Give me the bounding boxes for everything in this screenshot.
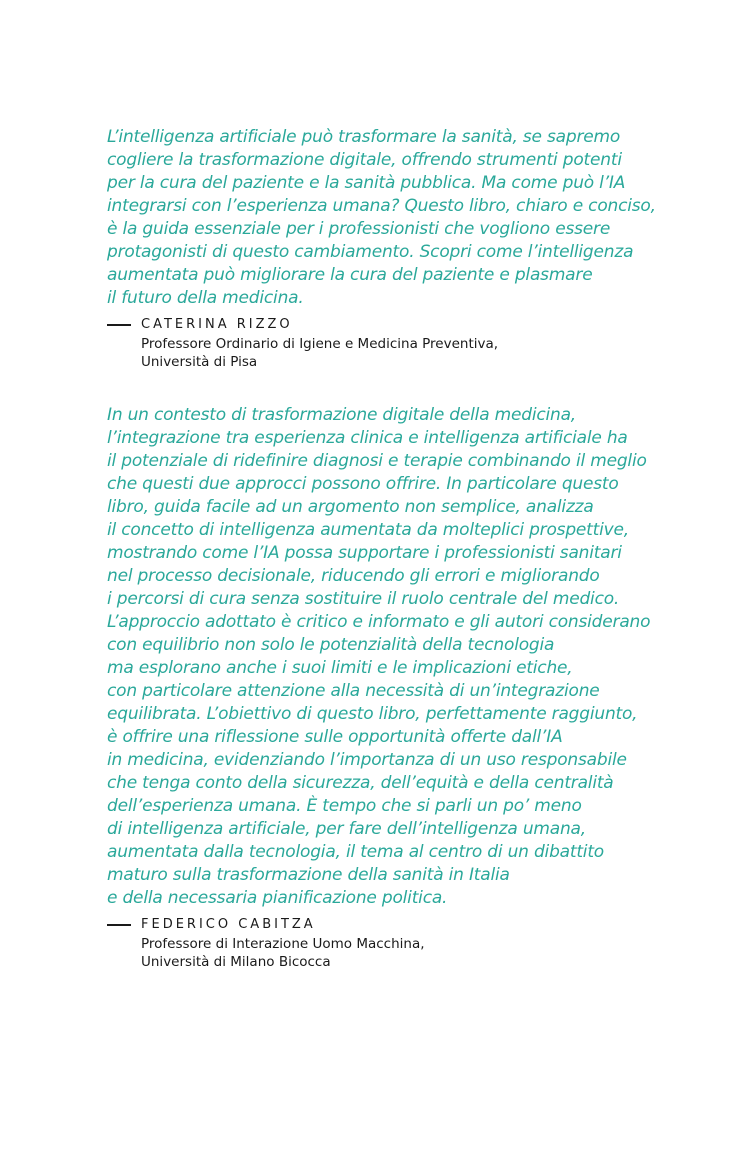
testimonial-attribution bbox=[107, 915, 667, 971]
quote-line: maturo sulla trasformazione della sanità in Italia bbox=[107, 865, 510, 885]
testimonial-rizzo bbox=[107, 126, 667, 371]
quote-line: con particolare attenzione alla necessità di un’integrazione bbox=[107, 681, 600, 701]
quote-line: il concetto di intelligenza aumentata da molteplici prospettive, bbox=[107, 520, 629, 540]
affiliation-line: Università di Pisa bbox=[141, 354, 258, 370]
quote-line: per la cura del paziente e la sanità pubblica. Ma come può l’IA bbox=[107, 173, 626, 193]
quote-line: aumentata può migliorare la cura del paziente e plasmare bbox=[107, 265, 593, 285]
testimonial-attribution bbox=[107, 315, 667, 371]
quote-line: è la guida essenziale per i professionisti che vogliono essere bbox=[107, 219, 611, 239]
quote-line: equilibrata. L’obiettivo di questo libro, perfettamente raggiunto, bbox=[107, 704, 638, 724]
author-affiliation bbox=[141, 935, 667, 971]
quote-line: nel processo decisionale, riducendo gli errori e migliorando bbox=[107, 566, 600, 586]
quote-line: L’intelligenza artificiale può trasformare la sanità, se sapremo bbox=[107, 127, 621, 147]
quote-line: i percorsi di cura senza sostituire il ruolo centrale del medico. bbox=[107, 589, 620, 609]
quote-line: con equilibrio non solo le potenzialità della tecnologia bbox=[107, 635, 555, 655]
quote-line: In un contesto di trasformazione digitale della medicina, bbox=[107, 405, 577, 425]
quote-line: aumentata dalla tecnologia, il tema al centro di un dibattito bbox=[107, 842, 604, 862]
quote-line: cogliere la trasformazione digitale, offrendo strumenti potenti bbox=[107, 150, 622, 170]
author-name: FEDERICO CABITZA bbox=[141, 917, 316, 932]
attribution-dash bbox=[107, 324, 131, 326]
quote-line: integrarsi con l’esperienza umana? Questo libro, chiaro e conciso, bbox=[107, 196, 656, 216]
testimonials-page bbox=[107, 126, 667, 971]
author-name: CATERINA RIZZO bbox=[141, 317, 293, 332]
quote-line: il futuro della medicina. bbox=[107, 288, 304, 308]
affiliation-line: Università di Milano Bicocca bbox=[141, 954, 331, 970]
quote-line: protagonisti di questo cambiamento. Scopri come l’intelligenza bbox=[107, 242, 634, 262]
quote-line: di intelligenza artificiale, per fare dell’intelligenza umana, bbox=[107, 819, 586, 839]
quote-line: è offrire una riflessione sulle opportunità offerte dall’IA bbox=[107, 727, 563, 747]
quote-line: dell’esperienza umana. È tempo che si parli un po’ meno bbox=[107, 796, 582, 816]
quote-line: l’integrazione tra esperienza clinica e intelligenza artificiale ha bbox=[107, 428, 628, 448]
affiliation-line: Professore di Interazione Uomo Macchina, bbox=[141, 936, 425, 952]
testimonial-cabitza bbox=[107, 404, 667, 971]
affiliation-line: Professore Ordinario di Igiene e Medicina Preventiva, bbox=[141, 336, 499, 352]
quote-line: in medicina, evidenziando l’importanza di un uso responsabile bbox=[107, 750, 627, 770]
quote-line: che tenga conto della sicurezza, dell’equità e della centralità bbox=[107, 773, 614, 793]
quote-line: e della necessaria pianificazione politica. bbox=[107, 888, 448, 908]
testimonial-quote bbox=[107, 404, 667, 910]
quote-line: libro, guida facile ad un argomento non semplice, analizza bbox=[107, 497, 594, 517]
author-affiliation bbox=[141, 335, 667, 371]
quote-line: che questi due approcci possono offrire. In particolare questo bbox=[107, 474, 619, 494]
quote-line: mostrando come l’IA possa supportare i professionisti sanitari bbox=[107, 543, 622, 563]
quote-line: ma esplorano anche i suoi limiti e le implicazioni etiche, bbox=[107, 658, 573, 678]
quote-line: L’approccio adottato è critico e informato e gli autori considerano bbox=[107, 612, 651, 632]
quote-line: il potenziale di ridefinire diagnosi e terapie combinando il meglio bbox=[107, 451, 647, 471]
testimonial-quote bbox=[107, 126, 667, 310]
attribution-dash bbox=[107, 924, 131, 926]
